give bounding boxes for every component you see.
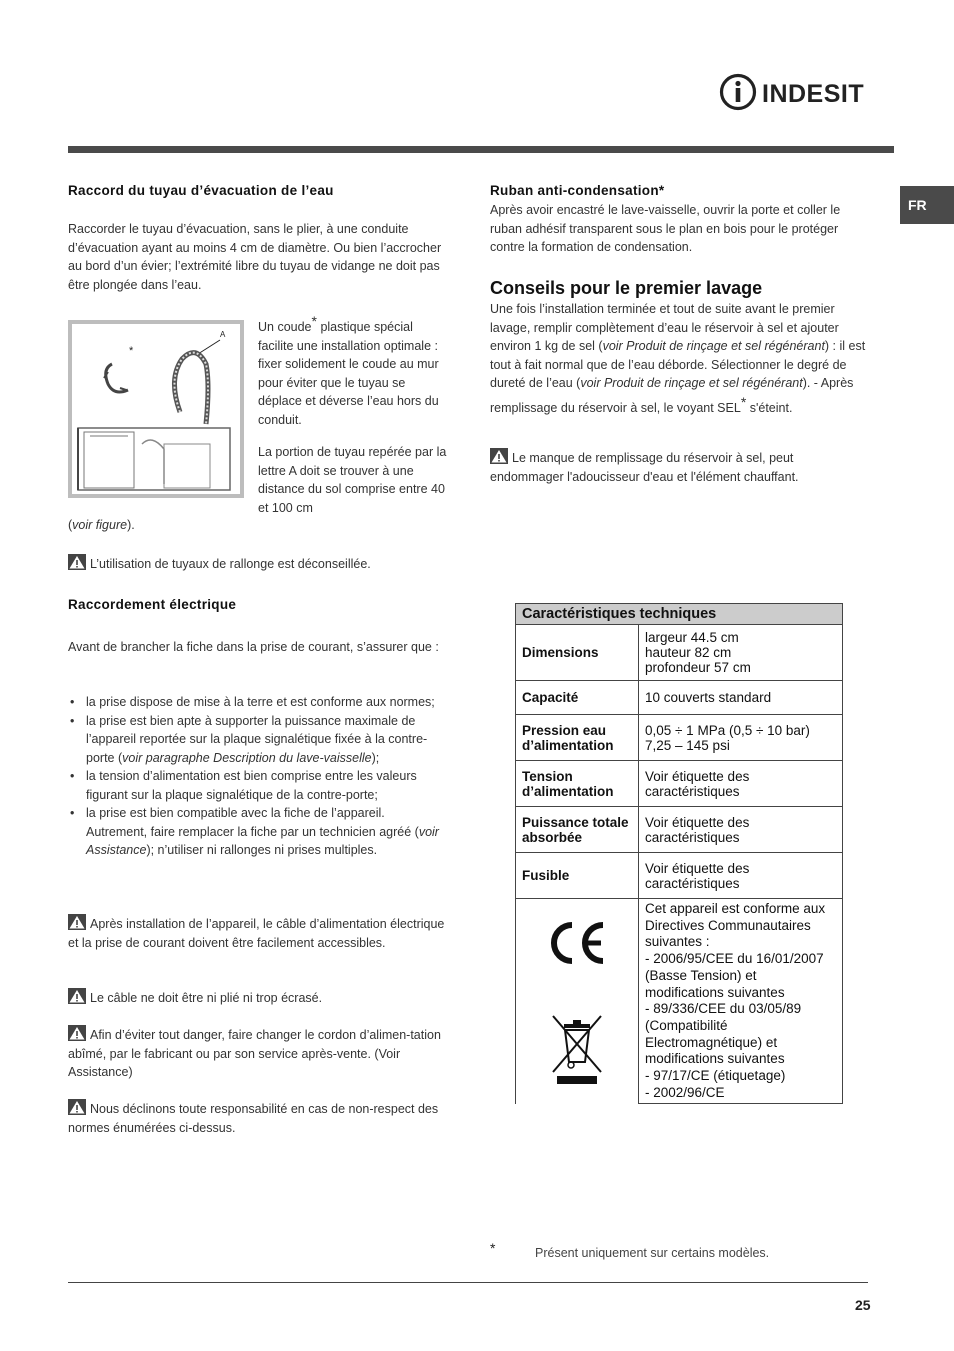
warning-icon: [68, 1025, 86, 1041]
header-rule: [68, 146, 894, 153]
warning-icon: [68, 914, 86, 930]
language-tab: FR: [900, 186, 954, 224]
list-item: • la tension d’alimentation est bien comprise entre les valeurs figurant sur la plaque signalétique de la contre-porte;: [68, 767, 446, 804]
weee-bin-icon: [549, 1012, 605, 1084]
specs-table: [515, 603, 843, 1104]
table-row: [516, 899, 843, 1104]
indesit-logo: [718, 72, 870, 112]
warning-cable-access: Après installation de l’appareil, le câble d’alimentation électrique et la prise de courant doivent être facilement accessibles.: [68, 914, 448, 952]
elec-intro: Avant de brancher la fiche dans la prise de courant, s’assurer que :: [68, 640, 439, 654]
coude-star: *: [311, 313, 317, 329]
evac-title: Raccord du tuyau d’évacuation de l’eau: [68, 183, 334, 198]
ruban-title: Ruban anti-condensation*: [490, 183, 665, 198]
footer-rule: [68, 1282, 868, 1283]
list-item: • la prise est bien apte à supporter la puissance maximale de l’appareil reportée sur la plaque signalétique fixée à la contre-porte (voir paragraphe Description du lave-vaisselle);: [68, 712, 446, 768]
table-row: Dimensions largeur 44.5 cm hauteur 82 cm profondeur 57 cm: [516, 625, 843, 681]
list-item: • la prise est bien compatible avec la fiche de l’appareil. Autrement, faire remplacer la fiche par un technicien agréé (voir Assistance); n’utiliser ni rallonges ni prises multiples.: [68, 804, 446, 860]
conseils-title: Conseils pour le premier lavage: [490, 278, 763, 298]
portion-text: La portion de tuyau repérée par la lettre A doit se trouver à une distance du sol comprise entre 40 et 100 cm: [258, 445, 447, 515]
table-row: Fusible Voir étiquette des caractéristiques: [516, 853, 843, 899]
salt-warning: Le manque de remplissage du réservoir à sel, peut endommager l'adoucisseur d'eau et l'élément chauffant.: [490, 448, 860, 486]
evac-text: Raccorder le tuyau d’évacuation, sans le plier, à une conduite d’évacuation ayant au moins 4 cm de diamètre. Ou bien l’accrocher au bord d’un évier; l’extrémité libre du tuyau de vidange ne doit pas être plongée dans l’eau.: [68, 222, 442, 292]
drain-hose-figure: [68, 320, 244, 498]
warning-icon: [68, 988, 86, 1004]
warning-icon: [490, 448, 508, 464]
coude-pre: Un coude: [258, 320, 312, 335]
table-row: Pression eau d’alimentation 0,05 ÷ 1 MPa (0,5 ÷ 10 bar) 7,25 – 145 psi: [516, 715, 843, 761]
ruban-text: Après avoir encastré le lave-vaisselle, ouvrir la porte et coller le ruban adhésif transparent sous le plan en bois pour le protéger contre la formation de condensation.: [490, 203, 841, 254]
elec-checklist: [68, 693, 446, 860]
footnote-text: Présent uniquement sur certains modèles.: [535, 1246, 770, 1260]
coude-body: plastique spécial facilite une installation optimale : fixer solidement le coude au mur pour éviter que le tuyau se déplace et déverse l’eau hors du conduit.: [258, 320, 439, 427]
table-row: Capacité 10 couverts standard: [516, 681, 843, 715]
warning-icon: [68, 554, 86, 570]
warning-cable-crush: Le câble ne doit être ni plié ni trop écrasé.: [68, 988, 448, 1008]
warning-liability: Nous déclinons toute responsabilité en cas de non-respect des normes énumérées ci-dessus.: [68, 1099, 448, 1137]
elec-title: Raccordement électrique: [68, 597, 237, 612]
logo-wordmark: INDESIT: [762, 80, 865, 108]
figure-star-label: *: [129, 345, 134, 357]
ce-compliance-text: Cet appareil est conforme aux Directives Communautaires suivantes : - 2006/95/CEE du 16/01/2007 (Basse Tension) et modifications suivantes - 89/336/CEE du 03/05/89 (Compatibilité Electromagnétique) et modifications suivantes - 97/17/CE (étiquetage) - 2002/96/CE: [639, 899, 843, 1104]
warning-icon: [68, 1099, 86, 1115]
voir-figure: (voir figure).: [68, 518, 135, 532]
table-row: Tension d’alimentation Voir étiquette des caractéristiques: [516, 761, 843, 807]
figure-a-label: A: [220, 330, 226, 339]
list-item: • la prise dispose de mise à la terre et est conforme aux normes;: [68, 693, 446, 712]
warning-cord-replace: Afin d’éviter tout danger, faire changer le cordon d’alimen-tation abîmé, par le fabricant ou par son service après-vente. (Voir Assistance): [68, 1025, 448, 1082]
specs-title: Caractéristiques techniques: [516, 604, 843, 625]
compliance-marks: [516, 899, 639, 1104]
table-row: Puissance totale absorbée Voir étiquette des caractéristiques: [516, 807, 843, 853]
footnote-star: *: [490, 1240, 496, 1256]
rallonge-warning: L’utilisation de tuyaux de rallonge est déconseillée.: [68, 554, 458, 574]
conseils-text: Une fois l’installation terminée et tout de suite avant le premier lavage, remplir complètement d’eau le réservoir à sel et ajouter environ 1 kg de sel (voir Produit de rinçage et sel régénérant) : il est tout à fait normal que de l’eau déborde. Sélectionner le degré de dureté de l’eau (voir Produit de rinçage et sel régénérant). - Après remplissage du réservoir à sel, le voyant SEL* s'éteint.: [490, 302, 866, 415]
ce-mark-icon: [545, 919, 609, 967]
page-number: 25: [855, 1297, 871, 1313]
coude-text: [258, 312, 448, 429]
